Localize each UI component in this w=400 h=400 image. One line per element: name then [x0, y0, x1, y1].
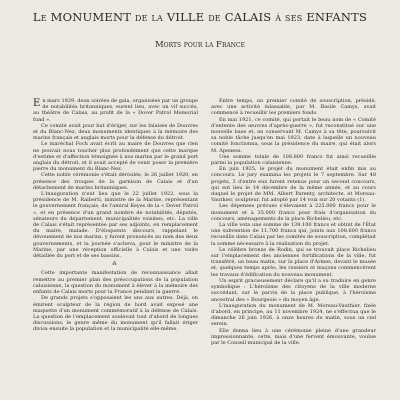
paragraph: Entre temps, un premier comité de souscription, présidé, avec une activité inlassable, par M. Basile Camys, avait commencé à recueillir les premiers fonds.	[211, 98, 376, 117]
paragraph: L'inauguration n'eut lieu que le 22 juillet 1922, sous la présidence de M. Raiberti, ministre de la Marine, représentant le gouvernement français, de l'amiral Keyes de la « Dover Patrol », et en présence d'un grand nombre de notabilités, députés, sénateurs du département, municipalités voisines, etc. La ville de Calais s'était représentée par ses adjoints, en remplacement du maire, malade. D'éloquents discours, rappelant le dévouement de nos marins, y furent prononcés au nom des deux gouvernements, et la journée s'acheva, pour le ministre de la Marine, par une réception officielle à Calais et une visite détaillée du port et de ses bassins.	[33, 191, 198, 260]
paragraph: Les dépenses prévues s'élevaient à 225.000 francs pour le monument et à 35.000 francs pour frais d'organisation du concours, aménagements de la place Richelieu, etc.	[211, 203, 376, 222]
paragraph: Un esprit gracieusement déclare qu'il a su traduire en genre symbolique : L'héroïsme des citoyens de la ville moderne succédant, sur le parvis de la place publique, à l'héroïsme ancestral des « Bourgeois » du moyen âge.	[211, 277, 376, 303]
left-column	[33, 98, 198, 400]
paragraph: De grands projets s'opposaient les uns aux autres. Déjà, on émirent sculpteur de la région de bord avait exposé une maquette d'un monument commémoratif à la défense de Calais. La question de l'emplacement soulevait tout d'abord de longues discussions, le genre même du monument qu'il fallait ériger divisa ensuite la population et la municipalité elle-même.	[33, 295, 198, 333]
page-subtitle: Morts pour la France	[154, 40, 246, 50]
paragraph: Cette noble cérémonie s'était déroulée, le 26 juillet 1920, en présence des troupes de la garnison de Calais et d'un détachement de marins britanniques.	[33, 172, 198, 191]
paragraph: Ce comité avait pour but d'ériger, sur les falaises de Douvres et du Blanc-Nez, deux monuments identiques à la mémoire des marins français et anglais morts pour la défense du détroit.	[33, 122, 198, 142]
right-column	[211, 98, 376, 400]
section-separator: ⁂	[112, 261, 119, 268]
paragraph: En mai 1921, ce comité, qui portait le beau nom de « Comité d'entente des œuvres d'après-guerre », fut reconstitué sur une nouvelle base et, en conservant M. Camys à sa tête, poursuivit sa noble tâche jusqu'en mai 1923, date à laquelle un nouveau comité fonctionna, sous la présidence du maire, qui était alors M. Apeness.	[211, 116, 376, 154]
paragraph: Le maréchal Foch avait écrit au maire de Douvres que rien ne pouvait nous toucher plus profondément que cette marque d'estime et d'affection témoignée à nos marins par le grand port anglais du détroit, et il avait accepté de venir poser la première pierre du monument du Blanc-Nez.	[33, 141, 198, 173]
paragraph: Une somme totale de 108.600 francs fut ainsi recueillie parmi la population calaisienne.	[211, 153, 376, 167]
paragraph	[33, 98, 198, 123]
paragraph: Cette importante manifestation de reconnaissance allait remettre au premier plan des préoccupations de la population calaisienne, la question du monument à élever à la mémoire des enfants de Calais morts pour la France pendant la guerre.	[33, 270, 198, 296]
paragraph-text: n mars 1929, deux soirées de gala, organisées par un groupe de notabilités britanniques, eurent lieu, avec un vif succès, au théâtre de Calais, au profit de la « Dover Patrol Memorial fund ».	[33, 98, 198, 123]
paragraph: Elle donna lieu à une cérémonie pleine d'une grandeur impressionnante, cette, mais d'une fervent émouvante, voulue par le Conseil municipal de la ville.	[211, 327, 376, 346]
drop-cap: E	[33, 98, 41, 109]
paragraph: L'inauguration du monument de M. Moreau-Vauthier, fixée d'abord, en principe, au 11 novembre 1924, ne s'effectua que le dimanche 26 juin 1926, à onze heures du matin, sous un ciel serein.	[211, 302, 376, 328]
paragraph: La ville vota une somme de 139.100 francs et obtint de l'État une subvention de 11.700 francs qui, joints aux 108.600 francs recueillis dans Calais par les comités de souscription, complétait la somme nécessaire à la réalisation du projet.	[211, 222, 376, 247]
paragraph: Le célèbre bronze de Rodin, qui se trouvait place Richelieu sur l'emplacement des anciennes fortifications de la ville, fut transféré, un beau matin, sur la place d'Armes, devant le musée et, quelques temps après, les rassiers et maçons commencèrent les travaux d'édification du nouveau monument.	[211, 246, 376, 278]
page-title: Le MONUMENT de la VILLE de CALAIS à ses ENFANTS	[32, 10, 368, 24]
paragraph: En juin 1925, le projet du monument était enfin mis au concours. Le jury examina les projets le 7 septembre. Sur 48 projets, 3 d'entre eux furent retenus pour un second concours, qui eut lieu le 14 décembre de la même année, et au cours duquel le projet de MM. Albert Parenty, architecte, et Moreau-Vauthier, sculpteur, fut adopté par 14 voix sur 20 votants (1).	[211, 166, 376, 204]
